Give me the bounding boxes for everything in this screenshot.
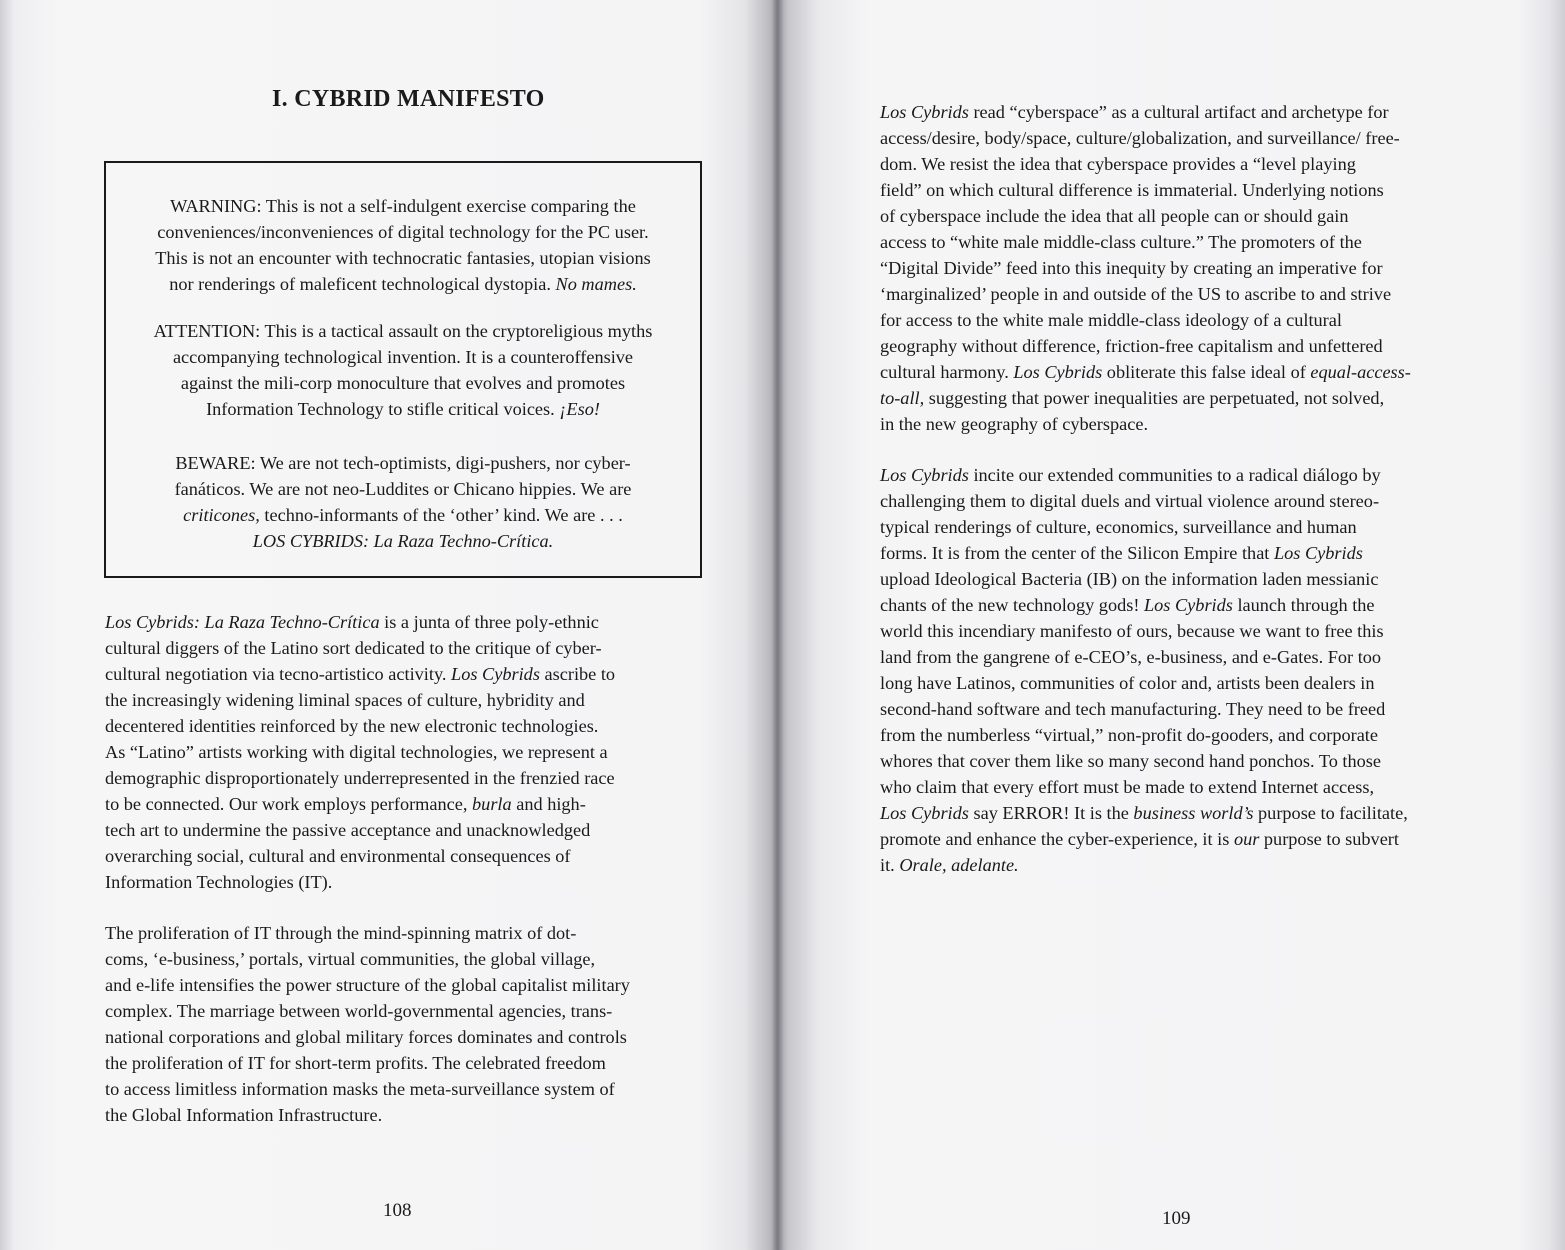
text-line: it. Orale, adelante. (880, 855, 1019, 875)
text-line: decentered identities reinforced by the new electronic technologies. (105, 716, 599, 736)
text-line: of cyberspace include the idea that all people can or should gain (880, 206, 1349, 226)
page-number-left: 108 (383, 1200, 412, 1221)
text-line: tech art to undermine the passive acceptance and unacknowledged (105, 820, 591, 840)
attention-paragraph (106, 318, 700, 422)
text-line: the Global Information Infrastructure. (105, 1105, 383, 1125)
text-line: to-all, suggesting that power inequalities are perpetuated, not solved, (880, 388, 1385, 408)
text-line: complex. The marriage between world-governmental agencies, trans- (105, 1001, 613, 1021)
text-line: Information Technologies (IT). (105, 872, 333, 892)
text-line: the proliferation of IT for short-term profits. The celebrated freedom (105, 1053, 606, 1073)
text-line: ATTENTION: This is a tactical assault on the cryptoreligious myths (153, 321, 653, 341)
text-line: Los Cybrids: La Raza Techno-Crítica is a junta of three poly-ethnic (105, 612, 599, 632)
text-line: second-hand software and tech manufacturing. They need to be freed (880, 699, 1386, 719)
text-line: criticones, techno-informants of the ‘other’ kind. We are . . . (183, 505, 623, 525)
text-line: conveniences/inconveniences of digital technology for the PC user. (157, 222, 649, 242)
text-line: world this incendiary manifesto of ours, because we want to free this (880, 621, 1384, 641)
body-paragraph-cyberspace (880, 99, 1411, 437)
text-line: accompanying technological invention. It is a counteroffensive (172, 347, 634, 367)
text-line: geography without difference, friction-free capitalism and unfettered (880, 336, 1383, 356)
text-line: who claim that every effort must be made to extend Internet access, (880, 777, 1375, 797)
text-line: the increasingly widening liminal spaces of culture, hybridity and (105, 690, 585, 710)
body-paragraph-proliferation (105, 920, 630, 1128)
text-line: Los Cybrids incite our extended communities to a radical diálogo by (880, 465, 1381, 485)
text-line: access/desire, body/space, culture/globalization, and surveillance/ free- (880, 128, 1400, 148)
text-line: overarching social, cultural and environmental consequences of (105, 846, 571, 866)
text-line: ‘marginalized’ people in and outside of the US to ascribe to and strive (880, 284, 1392, 304)
text-line: access to “white male middle-class culture.” The promoters of the (880, 232, 1362, 252)
text-line: LOS CYBRIDS: La Raza Techno-Crítica. (252, 531, 554, 551)
text-line: “Digital Divide” feed into this inequity by creating an imperative for (880, 258, 1383, 278)
text-line: This is not an encounter with technocratic fantasies, utopian visions (155, 248, 651, 268)
text-line: from the numberless “virtual,” non-profit do-gooders, and corporate (880, 725, 1379, 745)
text-line: chants of the new technology gods! Los Cybrids launch through the (880, 595, 1375, 615)
text-line: long have Latinos, communities of color and, artists been dealers in (880, 673, 1375, 693)
text-line: WARNING: This is not a self-indulgent exercise comparing the (170, 196, 636, 216)
text-line: upload Ideological Bacteria (IB) on the information laden messianic (880, 569, 1379, 589)
beware-paragraph (106, 450, 700, 554)
text-line: Los Cybrids say ERROR! It is the business world’s purpose to facilitate, (880, 803, 1408, 823)
text-line: for access to the white male middle-class ideology of a cultural (880, 310, 1342, 330)
text-line: challenging them to digital duels and virtual violence around stereo- (880, 491, 1380, 511)
right-page (778, 0, 1565, 1250)
warning-box (104, 161, 702, 578)
text-line: forms. It is from the center of the Silicon Empire that Los Cybrids (880, 543, 1363, 563)
text-line: in the new geography of cyberspace. (880, 414, 1149, 434)
text-line: coms, ‘e-business,’ portals, virtual communities, the global village, (105, 949, 596, 969)
text-line: promote and enhance the cyber-experience, it is our purpose to subvert (880, 829, 1399, 849)
text-line: dom. We resist the idea that cyberspace provides a “level playing (880, 154, 1356, 174)
text-line: cultural diggers of the Latino sort dedicated to the critique of cyber- (105, 638, 602, 658)
text-line: nor renderings of maleficent technological dystopia. No mames. (169, 274, 637, 294)
text-line: cultural harmony. Los Cybrids obliterate this false ideal of equal-access- (880, 362, 1411, 382)
text-line: national corporations and global military forces dominates and controls (105, 1027, 627, 1047)
body-paragraph-incite (880, 462, 1408, 878)
book-gutter (772, 0, 784, 1250)
text-line: whores that cover them like so many second hand ponchos. To those (880, 751, 1382, 771)
section-title: I. CYBRID MANIFESTO (272, 86, 545, 112)
text-line: cultural negotiation via tecno-artistico activity. Los Cybrids ascribe to (105, 664, 616, 684)
text-line: fanáticos. We are not neo-Luddites or Chicano hippies. We are (174, 479, 632, 499)
text-line: field” on which cultural difference is immaterial. Underlying notions (880, 180, 1384, 200)
page-number-right: 109 (1162, 1208, 1191, 1229)
text-line: Information Technology to stifle critical voices. ¡Eso! (206, 399, 600, 419)
text-line: As “Latino” artists working with digital technologies, we represent a (105, 742, 608, 762)
text-line: The proliferation of IT through the mind-spinning matrix of dot- (105, 923, 577, 943)
text-line: land from the gangrene of e-CEO’s, e-business, and e-Gates. For too (880, 647, 1382, 667)
body-paragraph-intro (105, 609, 615, 895)
text-line: BEWARE: We are not tech-optimists, digi-pushers, nor cyber- (175, 453, 631, 473)
left-page (0, 0, 778, 1250)
text-line: demographic disproportionately underrepresented in the frenzied race (105, 768, 615, 788)
text-line: against the mili-corp monoculture that evolves and promotes (180, 373, 626, 393)
text-line: typical renderings of culture, economics, surveillance and human (880, 517, 1357, 537)
text-line: to access limitless information masks the meta-surveillance system of (105, 1079, 615, 1099)
text-line: to be connected. Our work employs performance, burla and high- (105, 794, 586, 814)
text-line: and e-life intensifies the power structure of the global capitalist military (105, 975, 630, 995)
warning-paragraph (106, 193, 700, 297)
text-line: Los Cybrids read “cyberspace” as a cultural artifact and archetype for (880, 102, 1389, 122)
